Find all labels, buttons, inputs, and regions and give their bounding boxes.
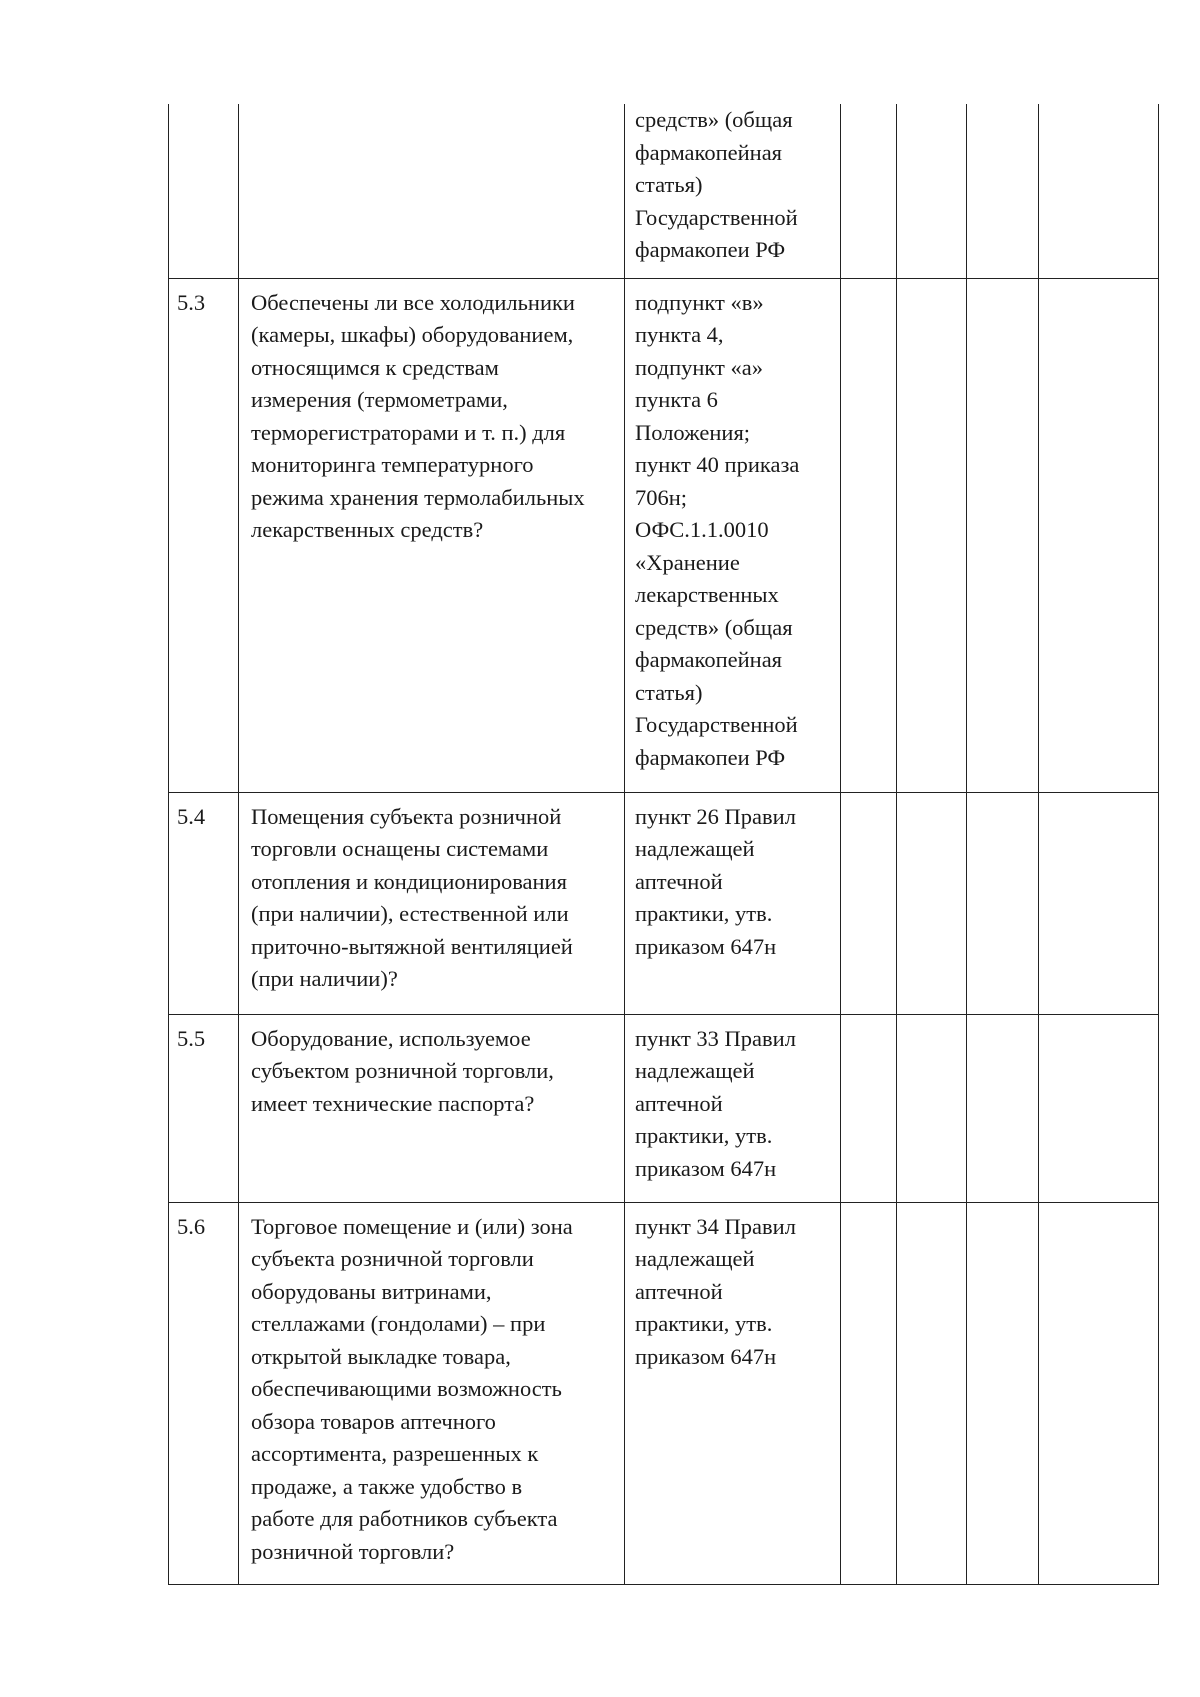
- reference-line: Государственной: [635, 204, 798, 230]
- table-row-5-6: [169, 1202, 1159, 1584]
- empty-cell: [1039, 1202, 1159, 1584]
- row-number-cell: [169, 792, 239, 1014]
- empty-cell: [841, 792, 897, 1014]
- row-number: 5.3: [177, 289, 206, 315]
- reference-line: подпункт «а»: [635, 354, 764, 380]
- reference-line: статья): [635, 172, 703, 197]
- empty-cell: [841, 104, 897, 278]
- question-line: (при наличии), естественной или: [251, 901, 569, 926]
- question-line: ассортимента, разрешенных к: [251, 1441, 539, 1466]
- reference-line: фармакопейная: [635, 647, 783, 672]
- reference-cell: [625, 104, 841, 278]
- question-line: обзора товаров аптечного: [251, 1408, 496, 1434]
- reference-line: пункта 6: [635, 387, 718, 412]
- reference-line: надлежащей: [635, 1246, 755, 1271]
- reference-line: пункта 4,: [635, 322, 724, 347]
- reference-line: приказом 647н: [635, 933, 777, 959]
- reference-line: пункт 33 Правил: [635, 1025, 796, 1051]
- reference-cell: [625, 1014, 841, 1202]
- question-line: субъектом розничной торговли,: [251, 1058, 554, 1083]
- reference-line: средств» (общая: [635, 107, 793, 132]
- question-line: приточно-вытяжной вентиляцией: [251, 933, 573, 959]
- row-number-cell: [169, 1202, 239, 1584]
- reference-cell: [625, 792, 841, 1014]
- question-line: торговли оснащены системами: [251, 836, 549, 861]
- question-line: обеспечивающими возможность: [251, 1376, 562, 1401]
- table-row-5-5: [169, 1014, 1159, 1202]
- reference-line: фармакопеи РФ: [635, 237, 786, 262]
- row-number-cell: [169, 1014, 239, 1202]
- empty-cell: [841, 1014, 897, 1202]
- question-cell: [239, 104, 625, 278]
- empty-cell: [897, 1202, 967, 1584]
- empty-cell: [897, 1014, 967, 1202]
- reference-line: Положения;: [635, 419, 751, 445]
- reference-line: надлежащей: [635, 1058, 755, 1083]
- reference-line: надлежащей: [635, 836, 755, 861]
- question-line: Оборудование, используемое: [251, 1025, 531, 1051]
- reference-line: лекарственных: [635, 582, 779, 607]
- reference-line: практики, утв.: [635, 1311, 773, 1336]
- row-number-cell: [169, 104, 239, 278]
- reference-line: «Хранение: [635, 549, 740, 575]
- reference-line: практики, утв.: [635, 901, 773, 926]
- reference-cell: [625, 1202, 841, 1584]
- question-line: измерения (термометрами,: [251, 387, 508, 412]
- row-number: 5.6: [177, 1213, 206, 1239]
- reference-line: практики, утв.: [635, 1123, 773, 1148]
- question-line: открытой выкладке товара,: [251, 1343, 511, 1369]
- reference-line: статья): [635, 679, 703, 705]
- reference-line: приказом 647н: [635, 1155, 777, 1181]
- empty-cell: [897, 792, 967, 1014]
- question-line: стеллажами (гондолами) – при: [251, 1311, 546, 1336]
- question-cell: [239, 1014, 625, 1202]
- reference-line: подпункт «в»: [635, 289, 764, 315]
- reference-line: Государственной: [635, 712, 798, 737]
- empty-cell: [967, 278, 1039, 792]
- reference-line: ОФС.1.1.0010: [635, 517, 769, 542]
- empty-cell: [1039, 104, 1159, 278]
- empty-cell: [967, 792, 1039, 1014]
- row-number-cell: [169, 278, 239, 792]
- empty-cell: [1039, 278, 1159, 792]
- question-cell: [239, 1202, 625, 1584]
- question-line: (при наличии)?: [251, 966, 398, 991]
- reference-line: фармакопеи РФ: [635, 744, 786, 770]
- row-number: 5.5: [177, 1025, 206, 1051]
- row-number: 5.4: [177, 803, 206, 829]
- reference-line: аптечной: [635, 868, 723, 894]
- question-line: Торговое помещение и (или) зона: [251, 1213, 573, 1239]
- question-line: Помещения субъекта розничной: [251, 803, 562, 829]
- question-line: режима хранения термолабильных: [251, 484, 585, 510]
- question-cell: [239, 792, 625, 1014]
- question-line: розничной торговли?: [251, 1538, 455, 1564]
- empty-cell: [967, 1202, 1039, 1584]
- question-line: мониторинга температурного: [251, 452, 534, 477]
- question-line: относящимся к средствам: [251, 354, 499, 380]
- question-line: работе для работников субъекта: [251, 1506, 558, 1531]
- table-row-5-3: [169, 278, 1159, 792]
- empty-cell: [967, 104, 1039, 278]
- reference-line: 706н;: [635, 484, 688, 510]
- question-line: терморегистраторами и т. п.) для: [251, 419, 566, 445]
- reference-line: фармакопейная: [635, 139, 783, 165]
- empty-cell: [841, 278, 897, 792]
- checklist-table: [168, 104, 1159, 1585]
- question-line: (камеры, шкафы) оборудованием,: [251, 322, 574, 347]
- reference-line: приказом 647н: [635, 1343, 777, 1369]
- empty-cell: [897, 104, 967, 278]
- reference-line: пункт 26 Правил: [635, 803, 796, 829]
- reference-line: средств» (общая: [635, 614, 793, 640]
- reference-line: пункт 40 приказа: [635, 452, 800, 477]
- question-line: отопления и кондиционирования: [251, 868, 567, 894]
- question-line: лекарственных средств?: [251, 517, 484, 542]
- empty-cell: [1039, 792, 1159, 1014]
- empty-cell: [1039, 1014, 1159, 1202]
- empty-cell: [967, 1014, 1039, 1202]
- question-line: продаже, а также удобство в: [251, 1473, 523, 1499]
- question-line: субъекта розничной торговли: [251, 1246, 534, 1271]
- table-row-5-4: [169, 792, 1159, 1014]
- reference-line: пункт 34 Правил: [635, 1213, 796, 1239]
- empty-cell: [897, 278, 967, 792]
- question-cell: [239, 278, 625, 792]
- empty-cell: [841, 1202, 897, 1584]
- reference-line: аптечной: [635, 1278, 723, 1304]
- reference-cell: [625, 278, 841, 792]
- question-line: оборудованы витринами,: [251, 1278, 492, 1304]
- question-line: Обеспечены ли все холодильники: [251, 289, 575, 315]
- reference-line: аптечной: [635, 1090, 723, 1116]
- question-line: имеет технические паспорта?: [251, 1090, 535, 1116]
- table-row-continuation: [169, 104, 1159, 278]
